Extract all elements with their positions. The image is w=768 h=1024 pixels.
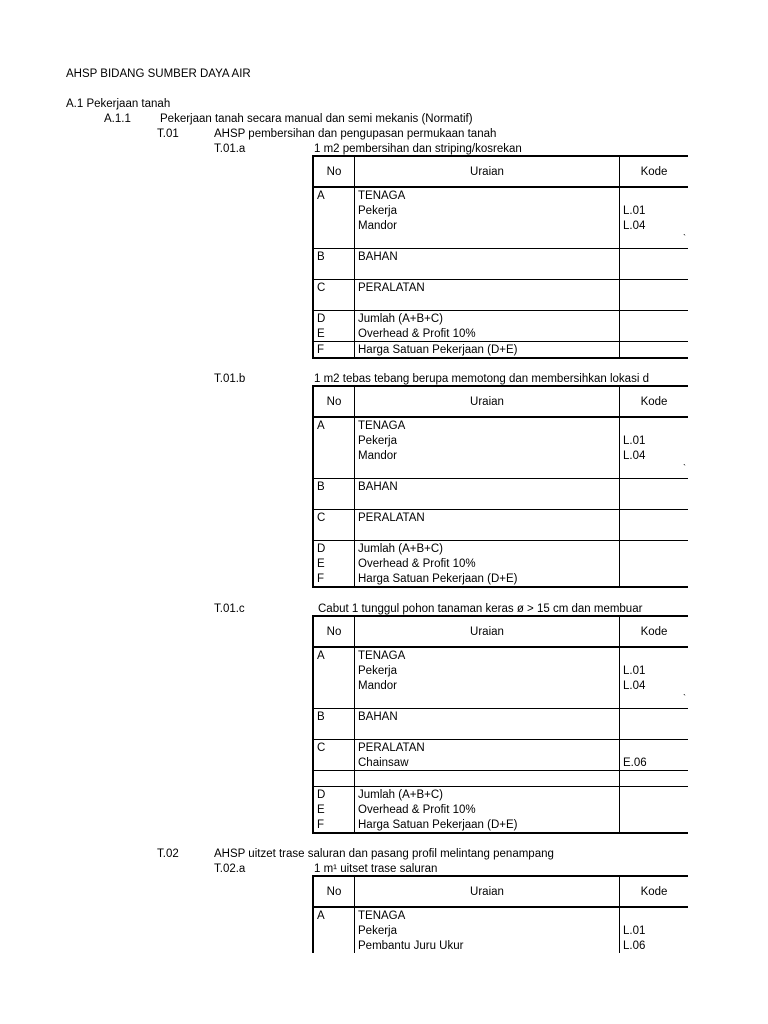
cell-kode [620, 463, 689, 479]
cell-uraian [355, 295, 620, 311]
cell-no: D [314, 787, 355, 803]
cell-uraian [355, 693, 620, 709]
column-header-no: No [314, 386, 355, 417]
table-row [314, 494, 688, 510]
cell-uraian: Pembantu Juru Ukur [355, 938, 620, 953]
item-t02-title: AHSP uitzet trase saluran dan pasang profil melintang penampang [214, 848, 554, 860]
cell-uraian: TENAGA [355, 417, 620, 433]
cell-uraian [355, 494, 620, 510]
table-row [314, 233, 688, 249]
cell-uraian: Pekerja [355, 663, 620, 678]
cell-no: F [314, 817, 355, 833]
item-code: T.01.b [214, 373, 246, 385]
cell-no: A [317, 189, 325, 202]
table-row [314, 342, 688, 359]
table-row [314, 510, 688, 526]
table-header-row [314, 616, 688, 647]
cell-kode [620, 510, 689, 526]
cell-no [314, 771, 355, 787]
cell-no [314, 693, 355, 709]
cell-kode [620, 556, 689, 571]
cell-no [314, 663, 355, 678]
column-header-uraian: Uraian [355, 386, 620, 417]
document-title: AHSP BIDANG SUMBER DAYA AIR [66, 68, 251, 80]
table-row [314, 771, 688, 787]
table-row [314, 663, 688, 678]
table-row [314, 923, 688, 938]
cell-uraian: Mandor [355, 678, 620, 693]
cell-uraian: BAHAN [355, 709, 620, 725]
table-row [314, 693, 688, 709]
column-header-kode: Kode [620, 386, 689, 417]
cell-kode: L.01 [620, 663, 689, 678]
cell-uraian: BAHAN [355, 479, 620, 495]
cell-no [314, 525, 355, 541]
cell-uraian: Pekerja [355, 203, 620, 218]
cell-uraian: Overhead & Profit 10% [355, 326, 620, 342]
cell-uraian: TENAGA [355, 187, 620, 203]
cell-no: B [314, 249, 355, 265]
cell-kode [620, 693, 689, 709]
cell-no: F [314, 342, 355, 359]
cell-uraian: Jumlah (A+B+C) [355, 787, 620, 803]
cell-uraian [355, 771, 620, 787]
column-header-kode: Kode [620, 616, 689, 647]
tick-mark: ` [683, 693, 686, 703]
table-row [314, 724, 688, 740]
item-description: 1 m2 pembersihan dan striping/kosrekan [314, 143, 522, 155]
cell-uraian [355, 264, 620, 280]
cell-uraian: TENAGA [355, 907, 620, 923]
table-row [314, 264, 688, 280]
cell-no [314, 448, 355, 463]
table-row [314, 740, 688, 756]
cell-uraian: PERALATAN [355, 740, 620, 756]
column-header-uraian: Uraian [355, 156, 620, 187]
section-heading: A.1 Pekerjaan tanah [66, 98, 171, 110]
cell-kode [620, 264, 689, 280]
cell-no: C [314, 280, 355, 296]
table-row [314, 525, 688, 541]
column-header-no: No [314, 156, 355, 187]
item-t02-number: T.02 [157, 848, 179, 860]
ahsp-table [312, 385, 688, 588]
cell-kode: E.06 [620, 755, 689, 771]
cell-no [314, 203, 355, 218]
cell-uraian: Pekerja [355, 433, 620, 448]
cell-kode [620, 817, 689, 833]
table-row [314, 709, 688, 725]
ahsp-table [312, 875, 688, 953]
table-header-row [314, 156, 688, 187]
cell-kode [620, 771, 689, 787]
cell-kode [620, 280, 689, 296]
cell-kode [620, 479, 689, 495]
column-header-uraian: Uraian [355, 876, 620, 907]
cell-uraian [355, 724, 620, 740]
cell-uraian: Jumlah (A+B+C) [355, 311, 620, 327]
cell-uraian: Jumlah (A+B+C) [355, 541, 620, 557]
cell-kode [620, 907, 689, 923]
cell-kode [620, 417, 689, 433]
table-row [314, 802, 688, 817]
cell-no: C [314, 740, 355, 756]
cell-kode [620, 802, 689, 817]
table-row [314, 907, 688, 923]
cell-kode [620, 647, 689, 663]
cell-kode [620, 740, 689, 756]
table-header-row [314, 876, 688, 907]
table-row [314, 295, 688, 311]
cell-kode [620, 494, 689, 510]
item-t01-number: T.01 [157, 128, 179, 140]
cell-no: A [317, 909, 325, 922]
table-row [314, 755, 688, 771]
table-header-row [314, 386, 688, 417]
cell-kode [620, 295, 689, 311]
item-code: T.01.c [214, 603, 245, 615]
table-row [314, 203, 688, 218]
column-header-no: No [314, 616, 355, 647]
cell-kode [620, 525, 689, 541]
cell-kode: L.04 [620, 218, 689, 233]
item-description: 1 m¹ uitset trase saluran [314, 863, 438, 875]
subsection-title: Pekerjaan tanah secara manual dan semi mekanis (Normatif) [160, 113, 473, 125]
table-row [314, 463, 688, 479]
cell-no [314, 678, 355, 693]
cell-no: D [314, 311, 355, 327]
table-row [314, 571, 688, 587]
cell-kode [620, 187, 689, 203]
cell-no [314, 233, 355, 249]
cell-uraian [355, 233, 620, 249]
tick-mark: ` [683, 463, 686, 473]
ahsp-table [312, 155, 688, 359]
cell-uraian: PERALATAN [355, 280, 620, 296]
cell-no [314, 755, 355, 771]
cell-no [314, 724, 355, 740]
cell-kode [620, 233, 689, 249]
cell-no: A [317, 649, 325, 662]
cell-no [314, 264, 355, 280]
column-header-kode: Kode [620, 156, 689, 187]
cell-kode [620, 709, 689, 725]
cell-uraian: PERALATAN [355, 510, 620, 526]
cell-uraian: Overhead & Profit 10% [355, 556, 620, 571]
column-header-no: No [314, 876, 355, 907]
table-row [314, 326, 688, 342]
cell-no: E [317, 327, 325, 340]
tick-mark: ` [683, 233, 686, 243]
table-row [314, 433, 688, 448]
cell-uraian: Mandor [355, 218, 620, 233]
cell-no: C [314, 510, 355, 526]
cell-uraian: Harga Satuan Pekerjaan (D+E) [355, 571, 620, 587]
cell-no: D [314, 541, 355, 557]
cell-kode: L.04 [620, 678, 689, 693]
table-row [314, 678, 688, 693]
cell-kode: L.06 [620, 938, 689, 953]
item-description: 1 m2 tebas tebang berupa memotong dan membersihkan lokasi d [314, 373, 649, 385]
cell-uraian: BAHAN [355, 249, 620, 265]
table-row [314, 218, 688, 233]
cell-kode: L.01 [620, 923, 689, 938]
cell-kode: L.04 [620, 448, 689, 463]
table-row [314, 541, 688, 557]
item-code: T.01.a [214, 143, 246, 155]
cell-kode [620, 342, 689, 359]
cell-uraian [355, 463, 620, 479]
table-row [314, 187, 688, 203]
cell-no: B [314, 709, 355, 725]
cell-no [314, 218, 355, 233]
table-row [314, 938, 688, 953]
cell-no [314, 463, 355, 479]
cell-no [314, 923, 355, 938]
table-row [314, 280, 688, 296]
item-t01-title: AHSP pembersihan dan pengupasan permukaan tanah [214, 128, 497, 140]
table-row [314, 417, 688, 433]
item-code: T.02.a [214, 863, 246, 875]
cell-kode [620, 311, 689, 327]
table-row [314, 787, 688, 803]
cell-uraian: Overhead & Profit 10% [355, 802, 620, 817]
cell-kode [620, 326, 689, 342]
table-row [314, 817, 688, 833]
ahsp-table [312, 615, 688, 834]
cell-uraian: Harga Satuan Pekerjaan (D+E) [355, 342, 620, 359]
cell-no [314, 494, 355, 510]
column-header-kode: Kode [620, 876, 689, 907]
cell-kode [620, 571, 689, 587]
table-row [314, 249, 688, 265]
column-header-uraian: Uraian [355, 616, 620, 647]
table-row [314, 479, 688, 495]
table-row [314, 311, 688, 327]
cell-no: E [317, 803, 325, 816]
cell-uraian: Mandor [355, 448, 620, 463]
cell-kode [620, 724, 689, 740]
cell-kode [620, 249, 689, 265]
cell-kode: L.01 [620, 433, 689, 448]
cell-no: B [314, 479, 355, 495]
cell-kode: L.01 [620, 203, 689, 218]
cell-no: A [317, 419, 325, 432]
table-row [314, 556, 688, 571]
cell-no [314, 938, 355, 953]
table-row [314, 647, 688, 663]
cell-no: F [314, 571, 355, 587]
cell-uraian: Harga Satuan Pekerjaan (D+E) [355, 817, 620, 833]
item-description: Cabut 1 tunggul pohon tanaman keras ø > 15 cm dan membuar [318, 603, 643, 615]
cell-uraian: Chainsaw [355, 755, 620, 771]
cell-no [314, 433, 355, 448]
cell-uraian [355, 525, 620, 541]
cell-no: E [317, 557, 325, 570]
subsection-number: A.1.1 [104, 113, 131, 125]
cell-kode [620, 541, 689, 557]
cell-no [314, 295, 355, 311]
cell-uraian: Pekerja [355, 923, 620, 938]
cell-kode [620, 787, 689, 803]
table-row [314, 448, 688, 463]
cell-uraian: TENAGA [355, 647, 620, 663]
